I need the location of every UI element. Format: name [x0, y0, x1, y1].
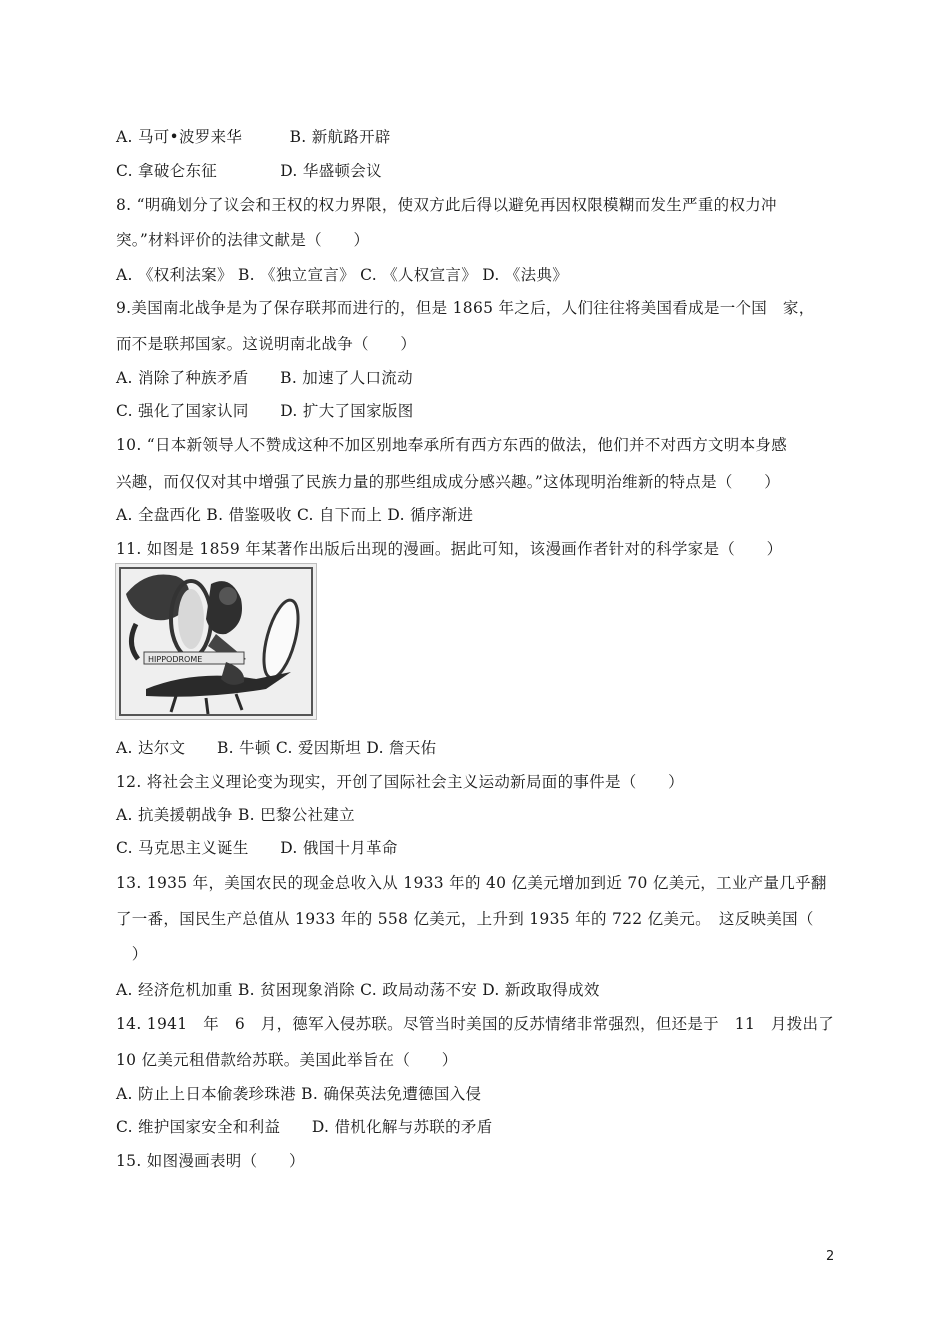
- q14-stem-line2: 10 亿美元租借款给苏联。美国此举旨在（ ）: [116, 1051, 458, 1069]
- q11-stem: 11. 如图是 1859 年某著作出版后出现的漫画。据此可知，该漫画作者针对的科学家是（ ）: [116, 540, 783, 558]
- q13-stem-line2: 了一番，国民生产总值从 1933 年的 558 亿美元，上升到 1935 年的 722 亿美元。 这反映美国（: [116, 910, 814, 928]
- q13-options: A. 经济危机加重 B. 贫困现象消除 C. 政局动荡不安 D. 新政取得成效: [116, 981, 600, 999]
- q9-options-ab: A. 消除了种族矛盾 B. 加速了人口流动: [116, 369, 413, 387]
- q10-stem-line1: 10. “日本新领导人不赞成这种不加区别地奉承所有西方东西的做法，他们并不对西方文明本身感: [116, 436, 788, 454]
- q8-stem-line1: 8. “明确划分了议会和王权的权力界限，使双方此后得以避免再因权限模糊而发生严重的权力冲: [116, 196, 777, 214]
- page-number: 2: [826, 1249, 835, 1264]
- q15-stem: 15. 如图漫画表明（ ）: [116, 1152, 305, 1170]
- q7-options-ab: A. 马可•波罗来华 B. 新航路开辟: [116, 128, 391, 146]
- cartoon-caption: HIPPODROME: [148, 655, 203, 664]
- q10-stem-line2: 兴趣，而仅仅对其中增强了民族力量的那些组成成分感兴趣。”这体现明治维新的特点是（ ）: [116, 473, 781, 491]
- q13-stem-line1: 13. 1935 年，美国农民的现金总收入从 1933 年的 40 亿美元增加到近 70 亿美元，工业产量几乎翻: [116, 874, 827, 892]
- q10-options: A. 全盘西化 B. 借鉴吸收 C. 自下而上 D. 循序渐进: [116, 506, 474, 524]
- q12-stem: 12. 将社会主义理论变为现实，开创了国际社会主义运动新局面的事件是（ ）: [116, 773, 684, 791]
- q11-options: A. 达尔文 B. 牛顿 C. 爱因斯坦 D. 詹天佑: [116, 739, 437, 757]
- q8-stem-line2: 突。”材料评价的法律文献是（ ）: [116, 231, 370, 249]
- q13-stem-line3: ）: [116, 945, 148, 963]
- q9-stem-line1: 9.美国南北战争是为了保存联邦而进行的，但是 1865 年之后，人们往往将美国看成是一个国 家，: [116, 299, 815, 317]
- q14-stem-line1: 14. 1941 年 6 月，德军入侵苏联。尽管当时美国的反苏情绪非常强烈，但还是于 11 月拨出了: [116, 1015, 835, 1033]
- cartoon-image-darwin: [115, 563, 317, 720]
- q14-options-ab: A. 防止上日本偷袭珍珠港 B. 确保英法免遭德国入侵: [116, 1085, 482, 1103]
- q14-options-cd: C. 维护国家安全和利益 D. 借机化解与苏联的矛盾: [116, 1118, 493, 1136]
- q9-stem-line2: 而不是联邦国家。这说明南北战争（ ）: [116, 335, 417, 353]
- q12-options-ab: A. 抗美援朝战争 B. 巴黎公社建立: [116, 806, 355, 824]
- q9-options-cd: C. 强化了国家认同 D. 扩大了国家版图: [116, 402, 414, 420]
- q8-options: A. 《权利法案》 B. 《独立宣言》 C. 《人权宣言》 D. 《法典》: [116, 266, 569, 284]
- cartoon-drawing: [116, 564, 316, 719]
- q12-options-cd: C. 马克思主义诞生 D. 俄国十月革命: [116, 839, 398, 857]
- q7-options-cd: C. 拿破仑东征 D. 华盛顿会议: [116, 162, 382, 180]
